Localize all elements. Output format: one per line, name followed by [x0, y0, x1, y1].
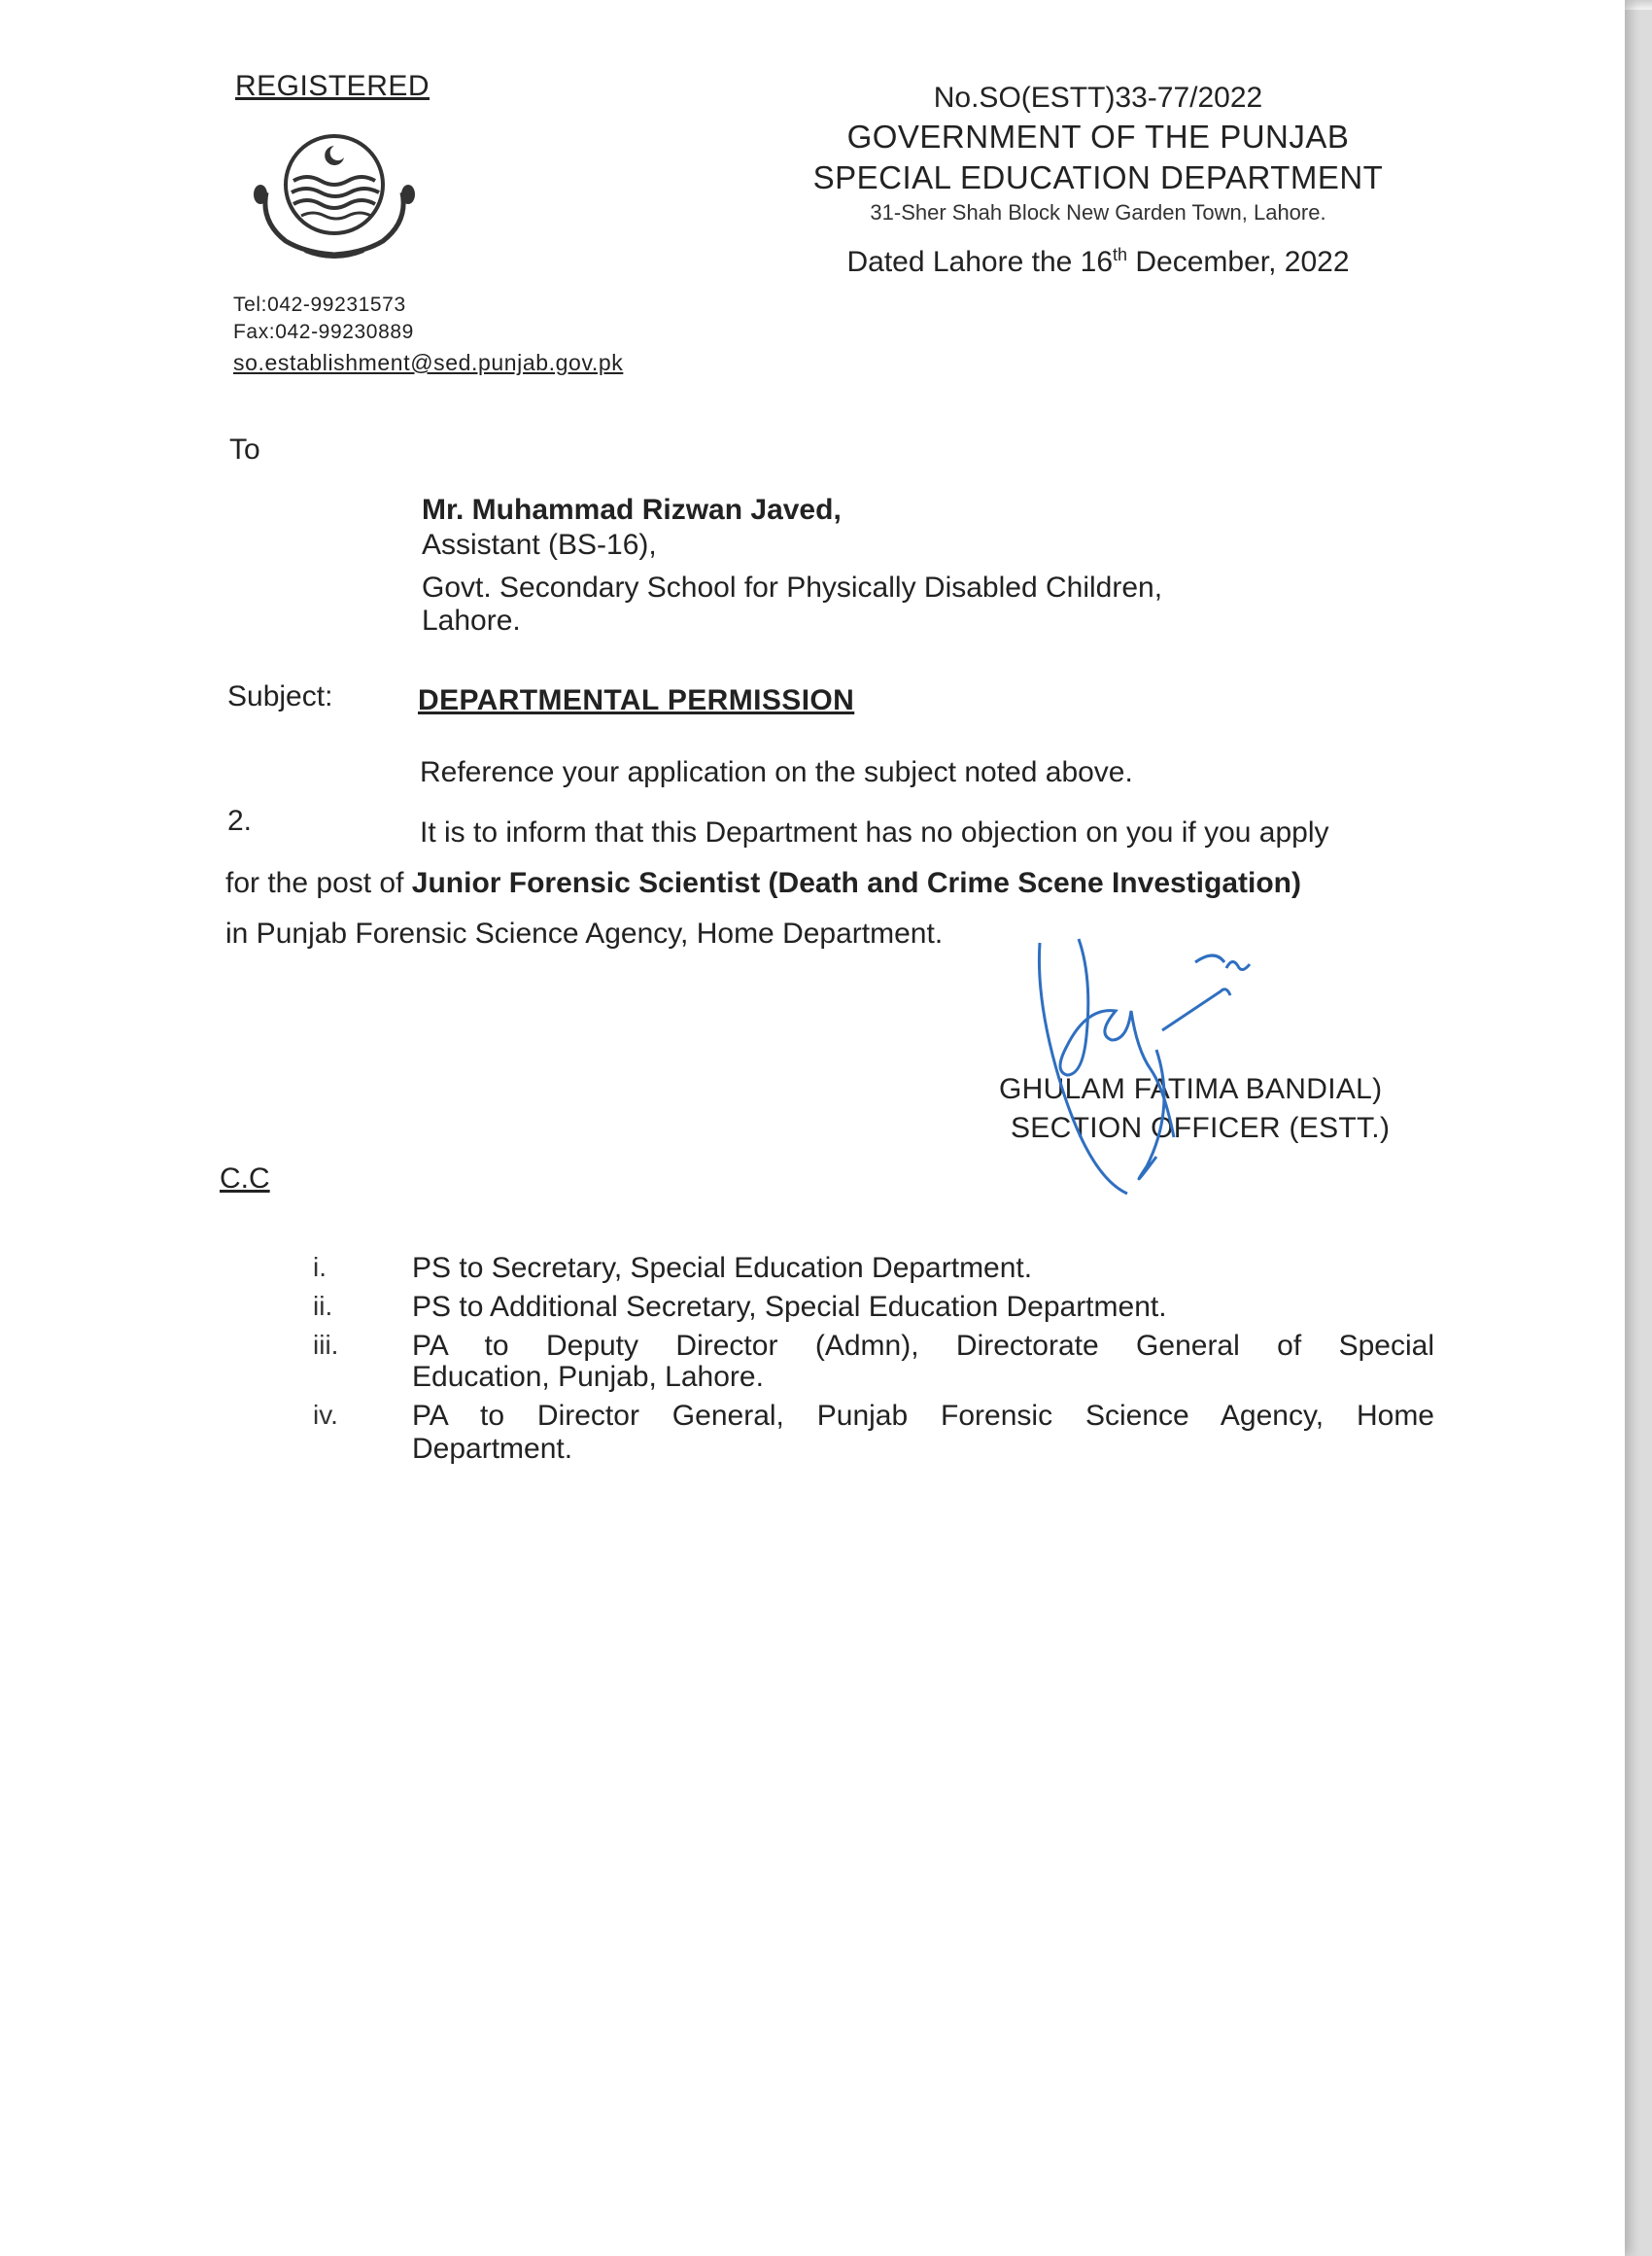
cc-item-text: PS to Secretary, Special Education Department.: [412, 1252, 1033, 1284]
government-heading: GOVERNMENT OF THE PUNJAB: [846, 119, 1350, 155]
department-heading: SPECIAL EDUCATION DEPARTMENT: [812, 159, 1384, 195]
post-name: Junior Forensic Scientist (Death and Crime Scene Investigation): [411, 867, 1301, 899]
cc-item-text: PS to Additional Secretary, Special Education Department.: [412, 1291, 1167, 1323]
date-ordinal: th: [1113, 245, 1128, 264]
paragraph-number: 2.: [227, 805, 253, 837]
addressee-city: Lahore.: [422, 605, 521, 637]
handwritten-signature: [1011, 933, 1292, 1244]
signatory-name: GHULAM FATIMA BANDIAL): [999, 1073, 1383, 1105]
body-paragraph-2-line-2: [225, 867, 1301, 900]
reference-number: No.SO(ESTT)33-77/2022: [933, 82, 1263, 114]
telephone-number: Tel:042-99231573: [233, 294, 406, 316]
cc-item-text-continued: Department.: [412, 1433, 573, 1465]
cc-item-number: i.: [313, 1252, 327, 1282]
body-paragraph-2-line-3: in Punjab Forensic Science Agency, Home Department.: [225, 918, 944, 950]
date-suffix: December, 2022: [1127, 246, 1350, 278]
date-prefix: Dated Lahore the 16: [846, 246, 1114, 278]
subject-text: DEPARTMENTAL PERMISSION: [418, 684, 855, 716]
punjab-government-emblem: [237, 124, 431, 270]
department-address: 31-Sher Shah Block New Garden Town, Lahore.: [870, 200, 1326, 225]
cc-item-text: PA to Deputy Director (Admn), Directorate General of Special: [412, 1330, 1434, 1362]
subject-label: Subject:: [227, 680, 333, 712]
cc-item-text-continued: Education, Punjab, Lahore.: [412, 1361, 764, 1393]
cc-heading: C.C: [220, 1163, 270, 1195]
body-paragraph-1: Reference your application on the subject noted above.: [420, 756, 1133, 788]
signatory-title: SECTION OFFICER (ESTT.): [1011, 1112, 1391, 1144]
to-label: To: [229, 434, 260, 466]
addressee-name: Mr. Muhammad Rizwan Javed,: [422, 494, 842, 526]
cc-item-number: iv.: [313, 1400, 338, 1430]
fax-number: Fax:042-99230889: [233, 321, 414, 343]
registered-label: REGISTERED: [235, 70, 430, 102]
addressee-school: Govt. Secondary School for Physically Disabled Children,: [422, 572, 1163, 604]
body-paragraph-2-line-1: It is to inform that this Department has no objection on you if you apply: [420, 816, 1329, 849]
email-link[interactable]: so.establishment@sed.punjab.gov.pk: [233, 350, 624, 375]
cc-item-text: PA to Director General, Punjab Forensic Science Agency, Home: [412, 1400, 1434, 1432]
cc-item-number: ii.: [313, 1291, 333, 1321]
addressee-designation: Assistant (BS-16),: [422, 529, 657, 561]
post-prefix: for the post of: [225, 867, 412, 899]
cc-item-number: iii.: [313, 1330, 339, 1360]
letter-date: [709, 245, 1487, 279]
